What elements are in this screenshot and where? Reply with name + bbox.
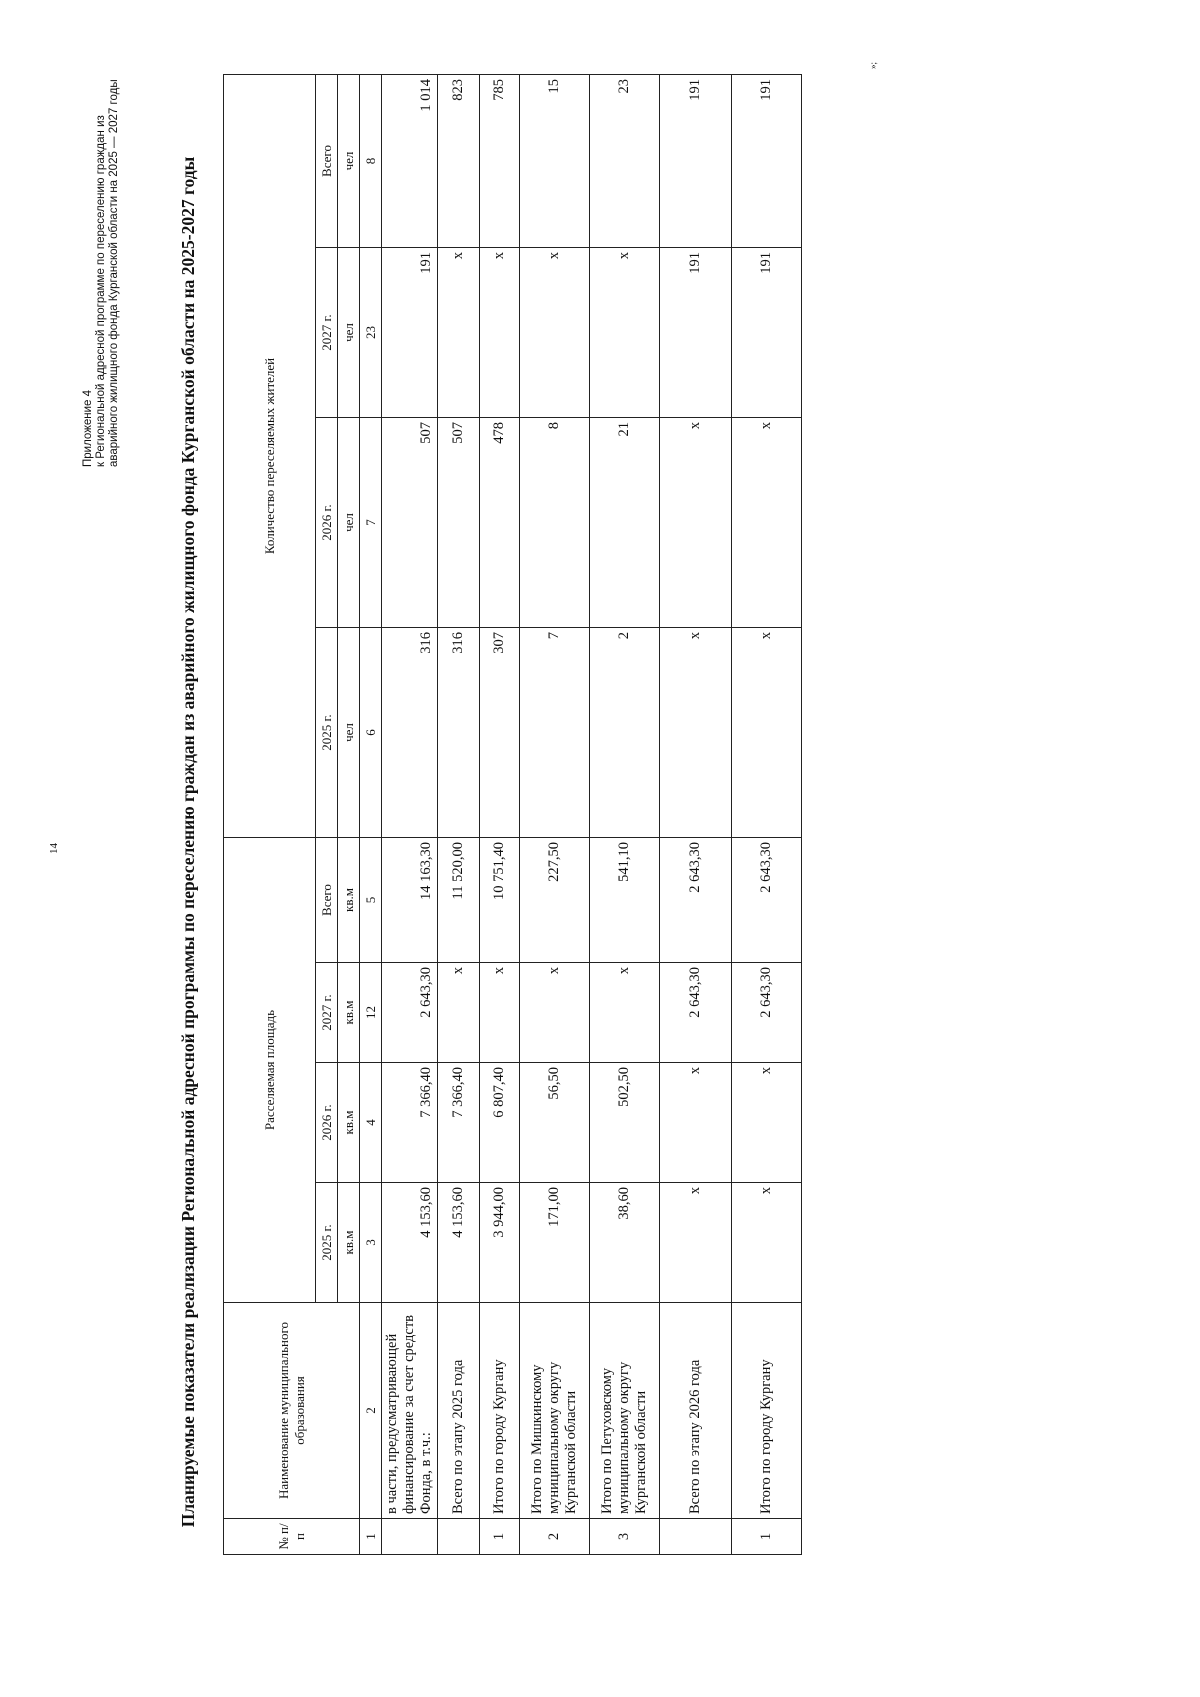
row-num: 2 — [520, 1519, 590, 1555]
table-row — [590, 74, 660, 1554]
header-year: 2027 г. — [316, 248, 338, 418]
table-row — [660, 74, 732, 1554]
row-num — [382, 1519, 438, 1555]
cell-area-total: 2 643,30 — [660, 838, 732, 963]
col-number: 2 — [360, 1303, 382, 1519]
cell-area-2025: x — [732, 1183, 802, 1303]
header-year: Всего — [316, 838, 338, 963]
cell-area-2025: 38,60 — [590, 1183, 660, 1303]
header-year: Всего — [316, 74, 338, 247]
cell-people-2026: 8 — [520, 418, 590, 628]
cell-area-2027: 2 643,30 — [382, 963, 438, 1063]
cell-people-2025: 316 — [438, 628, 480, 838]
col-number: 7 — [360, 418, 382, 628]
cell-people-2027: 191 — [382, 248, 438, 418]
cell-area-total: 10 751,40 — [480, 838, 520, 963]
header-people-group: Количество переселяемых жителей — [224, 74, 316, 837]
table-row — [480, 74, 520, 1554]
cell-people-2026: 507 — [382, 418, 438, 628]
row-name: Итого по городу Кургану — [732, 1303, 802, 1519]
header-unit: кв.м — [338, 1183, 360, 1303]
cell-area-2027: x — [480, 963, 520, 1063]
cell-people-2025: 307 — [480, 628, 520, 838]
appendix-note — [82, 47, 121, 467]
col-number: 6 — [360, 628, 382, 838]
cell-area-2026: 502,50 — [590, 1063, 660, 1183]
table-row — [382, 74, 438, 1554]
cell-people-total: 191 — [732, 74, 802, 247]
col-number: 8 — [360, 74, 382, 247]
header-unit: чел — [338, 248, 360, 418]
cell-area-2025: 4 153,60 — [438, 1183, 480, 1303]
cell-area-2027: 2 643,30 — [660, 963, 732, 1063]
col-number: 3 — [360, 1183, 382, 1303]
header-unit: чел — [338, 418, 360, 628]
cell-area-2026: 7 366,40 — [382, 1063, 438, 1183]
header-year: 2026 г. — [316, 418, 338, 628]
cell-people-2025: x — [660, 628, 732, 838]
header-year: 2025 г. — [316, 1183, 338, 1303]
cell-people-2026: 21 — [590, 418, 660, 628]
col-number: 4 — [360, 1063, 382, 1183]
cell-people-2027: x — [590, 248, 660, 418]
row-name: Итого по городу Кургану — [480, 1303, 520, 1519]
cell-area-2025: 171,00 — [520, 1183, 590, 1303]
col-number: 23 — [360, 248, 382, 418]
cell-people-2027: x — [438, 248, 480, 418]
cell-area-total: 2 643,30 — [732, 838, 802, 963]
cell-area-total: 11 520,00 — [438, 838, 480, 963]
cell-area-2027: x — [438, 963, 480, 1063]
table-row — [520, 74, 590, 1554]
row-name: Итого по Петуховскому муниципальному округу Курганской области — [590, 1303, 660, 1519]
header-row-groups — [224, 74, 316, 1554]
cell-people-2026: x — [660, 418, 732, 628]
header-name: Наименование муниципального образования — [224, 1303, 360, 1519]
indicators-table — [223, 74, 802, 1555]
row-name: в части, предусматривающей финансирование за счет средств Фонда, в т.ч.: — [382, 1303, 438, 1519]
cell-people-total: 191 — [660, 74, 732, 247]
table-row — [732, 74, 802, 1554]
header-unit: кв.м — [338, 838, 360, 963]
row-num: 1 — [732, 1519, 802, 1555]
row-num: 3 — [590, 1519, 660, 1555]
page-number: 14 — [48, 843, 60, 854]
cell-people-2027: x — [520, 248, 590, 418]
side-mark: »; — [868, 61, 878, 69]
header-num: № п/п — [224, 1519, 360, 1555]
row-name: Итого по Мишкинскому муниципальному округу Курганской области — [520, 1303, 590, 1519]
cell-people-2027: x — [480, 248, 520, 418]
cell-people-2025: 7 — [520, 628, 590, 838]
cell-people-total: 823 — [438, 74, 480, 247]
cell-area-total: 14 163,30 — [382, 838, 438, 963]
cell-area-2026: 6 807,40 — [480, 1063, 520, 1183]
row-num: 1 — [480, 1519, 520, 1555]
cell-people-2027: 191 — [732, 248, 802, 418]
row-name: Всего по этапу 2025 года — [438, 1303, 480, 1519]
document-title: Планируемые показатели реализации Региональной адресной программы по переселению граждан из аварийного жилищного фонда Курганской области на 2025-2027 годы — [178, 156, 198, 1528]
header-unit: чел — [338, 628, 360, 838]
cell-people-total: 785 — [480, 74, 520, 247]
cell-area-2026: 56,50 — [520, 1063, 590, 1183]
cell-area-2025: x — [660, 1183, 732, 1303]
header-year: 2025 г. — [316, 628, 338, 838]
cell-area-2025: 4 153,60 — [382, 1183, 438, 1303]
cell-area-2026: x — [732, 1063, 802, 1183]
cell-people-2026: x — [732, 418, 802, 628]
cell-area-2027: 2 643,30 — [732, 963, 802, 1063]
header-row-col-numbers — [360, 74, 382, 1554]
header-year: 2026 г. — [316, 1063, 338, 1183]
cell-people-2026: 478 — [480, 418, 520, 628]
row-num — [660, 1519, 732, 1555]
cell-people-2025: 2 — [590, 628, 660, 838]
cell-area-total: 227,50 — [520, 838, 590, 963]
cell-people-2025: x — [732, 628, 802, 838]
cell-people-total: 23 — [590, 74, 660, 247]
cell-area-2027: x — [520, 963, 590, 1063]
cell-people-total: 1 014 — [382, 74, 438, 247]
cell-people-2025: 316 — [382, 628, 438, 838]
cell-area-2025: 3 944,00 — [480, 1183, 520, 1303]
row-num — [438, 1519, 480, 1555]
col-number: 5 — [360, 838, 382, 963]
header-unit: кв.м — [338, 1063, 360, 1183]
header-unit: кв.м — [338, 963, 360, 1063]
cell-area-total: 541,10 — [590, 838, 660, 963]
cell-area-2026: 7 366,40 — [438, 1063, 480, 1183]
cell-area-2027: x — [590, 963, 660, 1063]
row-name: Всего по этапу 2026 года — [660, 1303, 732, 1519]
cell-people-2027: 191 — [660, 248, 732, 418]
header-year: 2027 г. — [316, 963, 338, 1063]
col-number: 1 — [360, 1519, 382, 1555]
cell-people-total: 15 — [520, 74, 590, 247]
appendix-line-3: аварийного жилищного фонда Курганской области на 2025 — 2027 годы — [108, 79, 120, 467]
cell-people-2026: 507 — [438, 418, 480, 628]
table-row — [438, 74, 480, 1554]
appendix-line-2: к Региональной адресной программе по переселению граждан из — [95, 115, 107, 467]
cell-area-2026: x — [660, 1063, 732, 1183]
col-number: 12 — [360, 963, 382, 1063]
header-unit: чел — [338, 74, 360, 247]
appendix-line-1: Приложение 4 — [82, 389, 94, 467]
header-area-group: Расселяемая площадь — [224, 838, 316, 1303]
